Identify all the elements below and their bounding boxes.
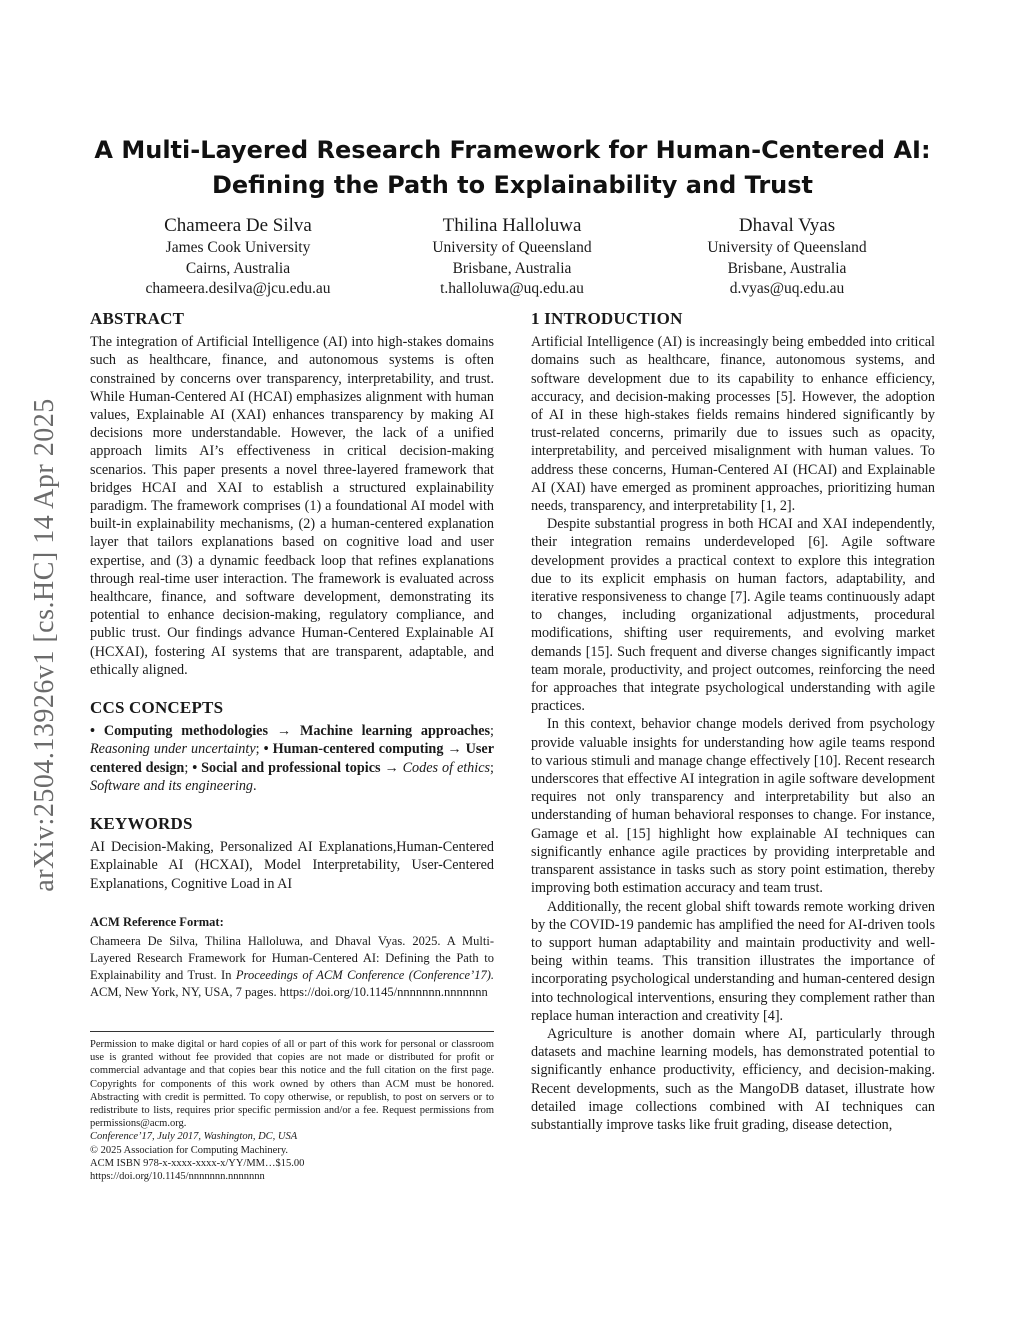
- ccs-arrow-3: →: [380, 759, 403, 776]
- acm-reference-text: [90, 933, 494, 1001]
- ccs-category-2: • Human-centered computing: [263, 741, 444, 758]
- doi-line: https://doi.org/10.1145/nnnnnnn.nnnnnnn: [90, 1171, 265, 1183]
- author-block-2: [372, 214, 652, 300]
- introduction-heading: 1 INTRODUCTION: [531, 309, 683, 328]
- intro-paragraph-4: Additionally, the recent global shift towards remote working driven by the COVID-19 pandemic has amplified the need for AI-driven tools to support human adaptability and maintain productivity and well-being within teams. This transition illustrates the importance of incorporating psychological understanding and human-centered design into technological interventions, ensuring they complement rather than replace human interaction and creativity [4].: [531, 898, 935, 1024]
- author-affiliation: University of Queensland: [707, 239, 867, 256]
- ccs-separator-4: ;: [490, 759, 494, 776]
- keywords-heading: KEYWORDS: [90, 814, 193, 834]
- keywords-section: [90, 815, 494, 893]
- ccs-term-2: User centered design: [90, 741, 495, 776]
- title-line-1: A Multi-Layered Research Framework for Human-Centered AI:: [94, 136, 931, 164]
- ccs-separator-3: ;: [184, 759, 193, 776]
- right-column: [531, 310, 935, 1134]
- ccs-text: [90, 722, 494, 795]
- ccs-term-1b: Reasoning under uncertainty: [90, 741, 256, 758]
- author-block-1: [98, 214, 378, 300]
- acm-reference-citation: Chameera De Silva, Thilina Halloluwa, and Dhaval Vyas. 2025. A Multi-Layered Research Framework for Human-Centered AI: Defining the Path to Explainability and Trust. In: [90, 934, 494, 983]
- footnote-divider: [90, 1031, 494, 1032]
- left-column: [90, 310, 494, 1001]
- keywords-text: AI Decision-Making, Personalized AI Explanations,Human-Centered Explainable AI (HCXAI), Model Interpretability, User-Centered Explanations, Cognitive Load in AI: [90, 839, 494, 892]
- abstract-heading: ABSTRACT: [90, 309, 185, 328]
- author-block-3: [647, 214, 927, 300]
- acm-reference-proceedings: Proceedings of ACM Conference (Conference’17).: [235, 968, 494, 983]
- author-email: chameera.desilva@jcu.edu.au: [145, 280, 331, 297]
- intro-paragraph-3: In this context, behavior change models derived from psychology provide valuable insights for understanding how agile teams respond to various stimuli and manage change effectively [10]. Recent research underscores that effective AI integration in agile software development requires not only transparency and interpretability but also an understanding of human behavioral responses to change. For instance, Gamage et al. [15] highlight how explainable AI techniques can significantly enhance agile practices by providing interpretable and transparent assistance in tasks such as story point estimation, thereby improving both estimation accuracy and team trust.: [531, 716, 935, 897]
- copyright-line: © 2025 Association for Computing Machinery.: [90, 1144, 289, 1156]
- ccs-term-3b: Software and its engineering: [90, 777, 254, 794]
- acm-reference-publisher: ACM, New York, NY, USA, 7 pages. https://doi.org/10.1145/nnnnnnn.nnnnnnn: [90, 985, 488, 1000]
- author-location: Brisbane, Australia: [727, 259, 847, 277]
- copyright-footnote: [90, 1031, 494, 1183]
- arxiv-id-text: arXiv:2504.13926v1 [cs.HC] 14 Apr 2025: [29, 398, 60, 892]
- acm-reference-heading: ACM Reference Format:: [90, 914, 224, 929]
- intro-paragraph-1: Artificial Intelligence (AI) is increasingly being embedded into critical domains such as healthcare, finance, autonomous systems, and software development due to its capability to enhance efficiency, accuracy, and decision-making processes [5]. However, the adoption of AI in these high-stakes fields remains hindered significantly by trust-related concerns, primarily due to issues such as opacity, interpretability, and perceived misalignment with human values. To address these concerns, Human-Centered AI (HCAI) and Explainable AI (XAI) have emerged as prominent approaches, prioritizing human needs, transparency, and interpretability [1, 2].: [531, 334, 935, 515]
- conference-name: Conference’17, July 2017, Washington, DC, USA: [90, 1131, 298, 1143]
- ccs-separator-2: ;: [255, 741, 264, 758]
- acm-reference-section: [90, 913, 494, 1001]
- title-line-2: Defining the Path to Explainability and Trust: [211, 171, 814, 199]
- permission-notice: Permission to make digital or hard copies of all or part of this work for personal or classroom use is granted without fee provided that copies are not made or distributed for profit or commercial advantage and that copies bear this notice and the full citation on the first page. Copyrights for components of this work owned by others than ACM must be honored. Abstracting with credit is permitted. To copy otherwise, or republish, to post on servers or to redistribute to lists, requires prior specific permission and/or a fee. Request permissions from permissions@acm.org.: [90, 1039, 494, 1130]
- abstract-section: [90, 310, 494, 679]
- intro-paragraph-2: Despite substantial progress in both HCAI and XAI independently, their integration remains underdeveloped [6]. Agile software development provides a practical context to explore this integration due to its explicit emphasis on human factors, adaptability, and iterative responsiveness to change [7]. Agile teams continuously adapt to changes, including organizational adjustments, procedural modifications, shifting user requirements, and evolving market demands [15]. Such frequent and diverse changes significantly impact team morale, productivity, and project outcomes, reinforcing the need for approaches that integrate psychological understanding with agile practices.: [531, 516, 935, 715]
- arxiv-identifier: [30, 350, 60, 940]
- intro-paragraph-5: Agriculture is another domain where AI, particularly through datasets and machine learning models, has demonstrated potential to significantly enhance productivity, efficiency, and decision-making. Recent developments, such as the MangoDB dataset, illustrate how detailed image collections combined with AI techniques can substantially improve tasks like fruit grading, disease detection,: [531, 1025, 935, 1133]
- abstract-text: The integration of Artificial Intelligence (AI) into high-stakes domains such as healthcare, finance, and autonomous systems is often constrained by concerns over transparency, interpretability, and trust. While Human-Centered AI (HCAI) emphasizes alignment with human values, Explainable AI (XAI) enhances transparency by making AI decisions more understandable. However, the lack of a unified approach limits AI’s effectiveness in critical decision-making scenarios. This paper presents a novel three-layered framework that bridges HCAI and XAI to establish a structured explainability paradigm. The framework comprises (1) a foundational AI model with built-in explainability mechanisms, (2) a human-centered explanation layer that tailors explanations based on cognitive load and user expertise, and (3) a dynamic feedback loop that refines explanations through real-time user interaction. The framework is evaluated across healthcare, finance, and software development, demonstrating its potential to enhance decision-making, regulatory compliance, and public trust. Our findings advance Human-Centered Explainable AI (HCXAI), fostering AI systems that are transparent, adaptable, and ethically aligned.: [90, 334, 494, 678]
- ccs-heading: CCS CONCEPTS: [90, 698, 224, 718]
- ccs-term-3: Codes of ethics: [402, 759, 491, 776]
- isbn-line: ACM ISBN 978-x-xxxx-xxxx-x/YY/MM…$15.00: [90, 1157, 305, 1169]
- ccs-arrow-2: →: [443, 741, 466, 758]
- author-name: Thilina Halloluwa: [442, 215, 582, 236]
- author-email: d.vyas@uq.edu.au: [729, 280, 845, 297]
- author-affiliation: University of Queensland: [432, 239, 592, 256]
- author-location: Cairns, Australia: [185, 259, 291, 277]
- author-email: t.halloluwa@uq.edu.au: [440, 280, 584, 297]
- author-name: Dhaval Vyas: [738, 215, 836, 236]
- ccs-arrow-1: →: [268, 723, 300, 740]
- ccs-category-1: • Computing methodologies: [90, 723, 268, 740]
- paper-title: [90, 133, 935, 203]
- ccs-end: .: [253, 777, 257, 794]
- author-name: Chameera De Silva: [164, 215, 312, 236]
- ccs-category-3: • Social and professional topics: [192, 759, 381, 776]
- ccs-concepts-section: [90, 699, 494, 795]
- ccs-term-1: Machine learning approaches: [299, 723, 491, 740]
- author-location: Brisbane, Australia: [452, 259, 572, 277]
- author-affiliation: James Cook University: [165, 239, 311, 256]
- ccs-separator-1: ;: [490, 723, 494, 740]
- conference-info: [90, 1130, 494, 1143]
